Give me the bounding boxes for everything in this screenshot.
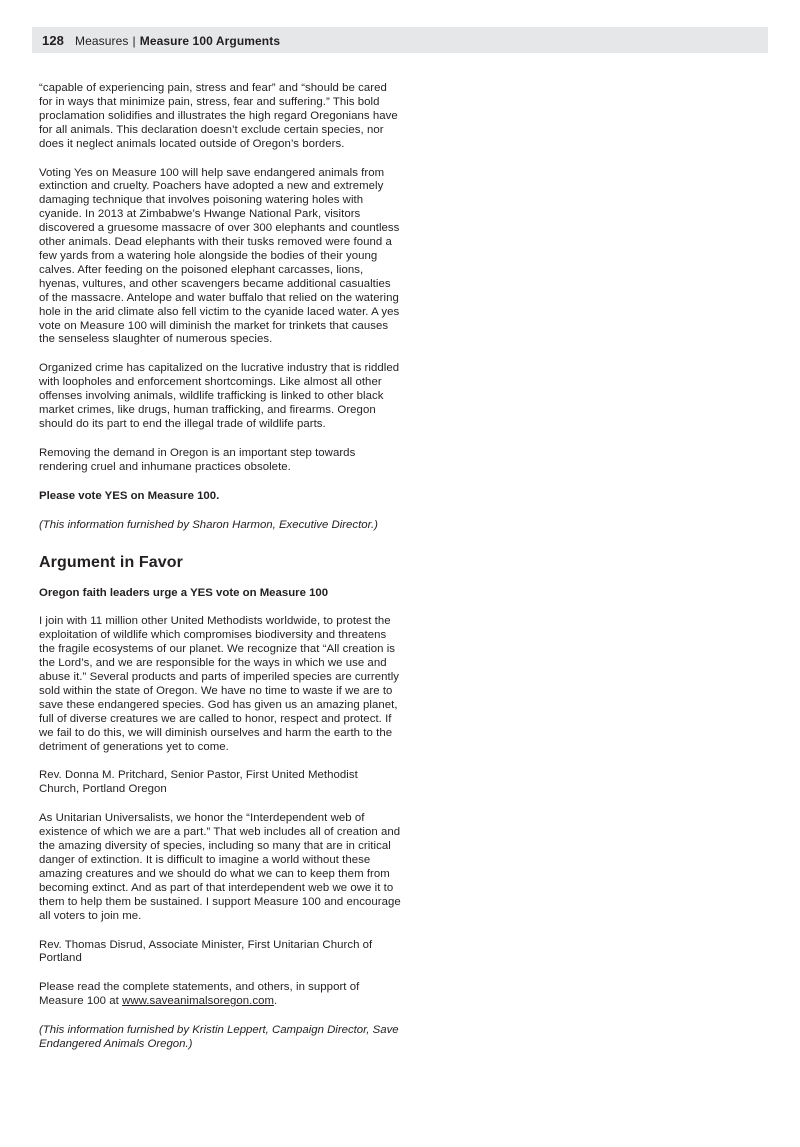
paragraph-organized-crime: Organized crime has capitalized on the lucrative industry that is riddled with loopholes and enforcement shortcomings. Like almost all other offenses involving animals, wildlife trafficking is linked to other black market crimes, like drugs, human trafficking, and firearms. Oregon should do its part to end the illegal trade of wildlife parts. (39, 362, 400, 430)
furnished-note-harmon: (This information furnished by Sharon Harmon, Executive Director.) (39, 518, 378, 531)
signature-disrud: Rev. Thomas Disrud, Associate Minister, First Unitarian Church of Portland (39, 938, 373, 965)
breadcrumb-title: Measure 100 Arguments (139, 33, 281, 48)
argument-subheading: Oregon faith leaders urge a YES vote on Measure 100 (39, 587, 329, 600)
paragraph-poaching-cyanide: Voting Yes on Measure 100 will help save endangered animals from extinction and cruelty. Poachers have adopted a new and extremely damaging technique that involves poisoning watering holes with cyanide. In 2013 at Zimbabwe’s Hwange National Park, visitors discovered a gruesome massacre of over 300 elephants and countless other animals. Dead elephants with their tusks removed were found a few yards from a watering hole alongside the bodies of their young calves. After feeding on the poisoned elephant carcasses, lions, hyenas, vultures, and other scavengers became additional casualties of the massacre. Antelope and water buffalo that relied on the watering hole in the arid climate also fell victim to the cyanide laced water. A yes vote on Measure 100 will diminish the market for trinkets that causes the senseless slaughter of numerous species. (39, 166, 400, 346)
paragraph-methodist-statement: I join with 11 million other United Methodists worldwide, to protest the exploitation of wildlife which compromises biodiversity and threatens the fragile ecosystems of our planet. We recognize that “All creation is the Lord’s, and we are responsible for the ways in which we use and abuse it.” Several products and parts of imperiled species are currently sold within the state of Oregon. We have no time to waste if we are to save these endangered species. God has given us an amazing planet, full of diverse creatures we are called to honor, respect and protect. If we fail to do this, we will diminish ourselves and harm the earth to the detriment of generations yet to come. (39, 615, 400, 753)
read-more-prefix: Please read the complete statements, and others, in support of Measure 100 at (39, 981, 360, 1008)
read-more-statement (39, 981, 401, 1009)
signature-pritchard: Rev. Donna M. Pritchard, Senior Pastor, First United Methodist Church, Portland Oregon (39, 769, 358, 796)
paragraph-removing-demand: Removing the demand in Oregon is an important step towards rendering cruel and inhumane practices obsolete. (39, 446, 356, 473)
page-header-band (32, 27, 768, 53)
furnished-note-leppert: (This information furnished by Kristin Leppert, Campaign Director, Save Endangered Animals Oregon.) (39, 1024, 399, 1051)
paragraph-continued-declaration: “capable of experiencing pain, stress and fear” and “should be cared for in ways that minimize pain, stress, fear and suffering.” This bold proclamation solidifies and illustrates the high regard Oregonians have for all animals. This declaration doesn’t exclude certain species, nor does it neglect animals located outside of Oregon’s borders. (39, 82, 398, 150)
paragraph-unitarian-statement: As Unitarian Universalists, we honor the “Interdependent web of existence of which we are a part.” That web includes all of creation and the amazing diversity of species, including so many that are in critical danger of extinction. It is difficult to imagine a world without these amazing creatures and we should do what we can to keep them from becoming extinct. And as part of that interdependent web we owe it to them to help them be sustained. I support Measure 100 and encourage all voters to join me. (39, 812, 401, 922)
breadcrumb-section: Measures (75, 33, 129, 48)
page-number: 128 (42, 32, 64, 48)
argument-in-favor-heading: Argument in Favor (39, 554, 183, 572)
breadcrumb-separator: | (132, 33, 136, 48)
read-more-suffix: . (274, 995, 278, 1008)
main-text-column (39, 82, 401, 1074)
vote-call-to-action: Please vote YES on Measure 100. (39, 489, 220, 502)
saveanimalsoregon-link[interactable]: www.saveanimalsoregon.com (122, 995, 275, 1008)
breadcrumb (32, 33, 280, 48)
